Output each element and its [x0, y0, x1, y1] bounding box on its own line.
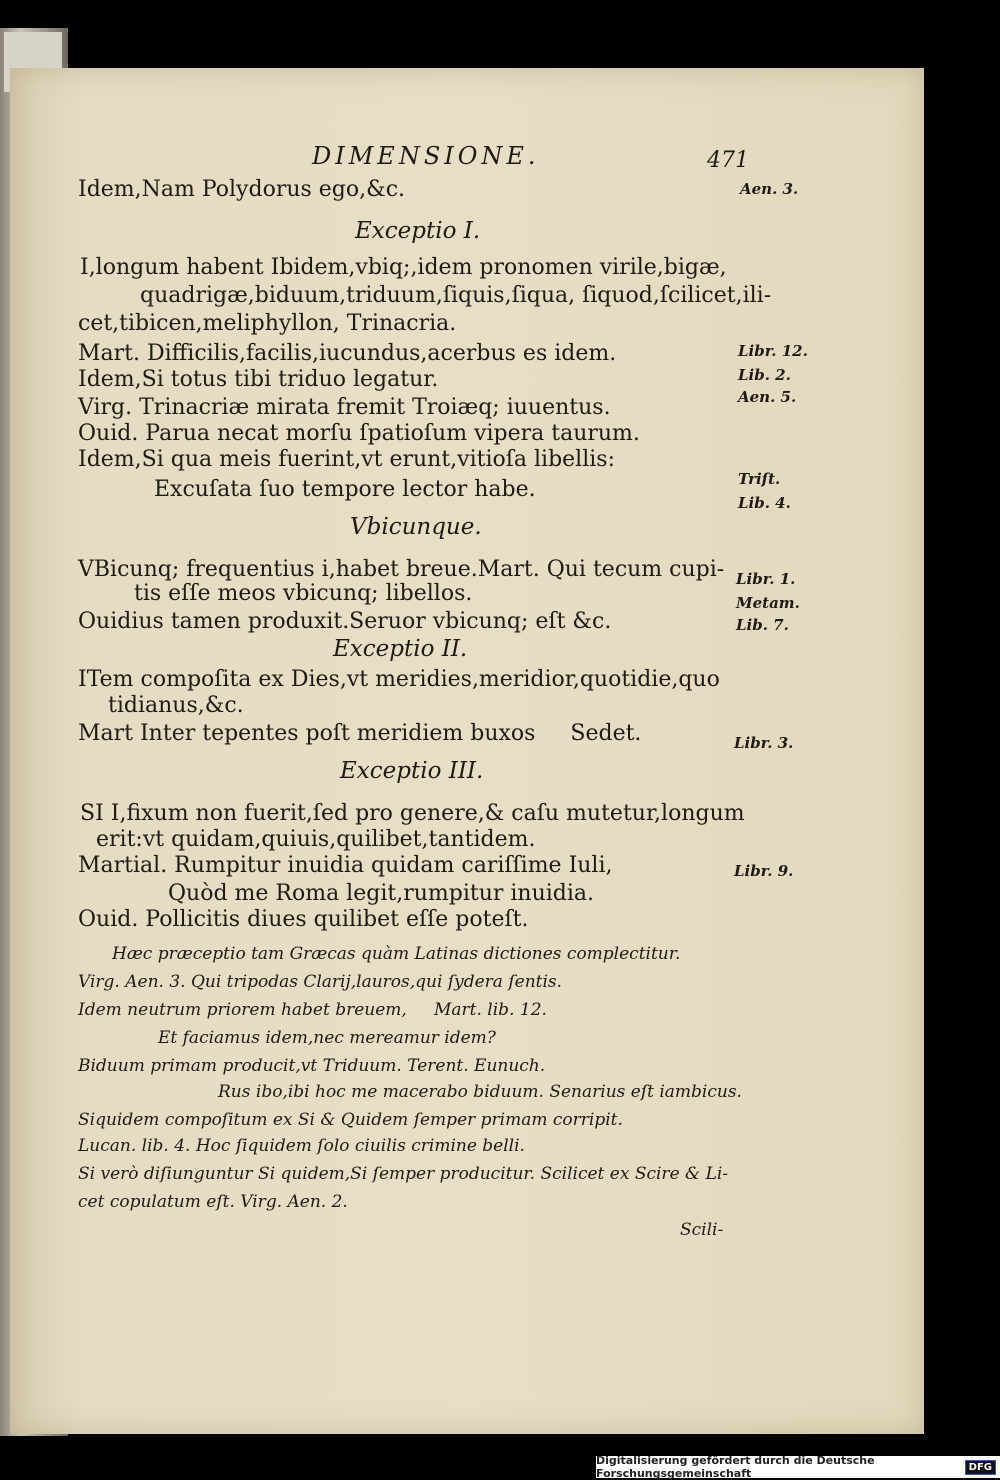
- running-title: DIMENSIONE.: [312, 142, 540, 170]
- text-line: tidianus,&c.: [108, 693, 244, 718]
- margin-note: Lib. 4.: [738, 494, 791, 512]
- margin-note: Lib. 2.: [738, 366, 791, 384]
- text-line: cet,tibicen,meliphyllon, Trinacria.: [78, 311, 457, 336]
- section-title: Exceptio III.: [340, 758, 484, 784]
- section-title: Vbicunque.: [350, 514, 482, 540]
- section-title: Exceptio II.: [333, 636, 468, 662]
- text-line: SI I,fixum non fuerit,ſed pro genere,& caſu mutetur,longum: [80, 801, 745, 826]
- note-line: cet copulatum eſt. Virg. Aen. 2.: [78, 1192, 348, 1212]
- note-line: Biduum primam producit,vt Triduum. Terent. Eunuch.: [78, 1056, 546, 1076]
- text-line: Quòd me Roma legit,rumpitur inuidia.: [168, 881, 595, 906]
- margin-note: Aen. 5.: [738, 388, 797, 406]
- margin-note: Triſt.: [738, 470, 781, 488]
- section-title: Exceptio I.: [355, 218, 481, 244]
- note-line: Hæc præceptio tam Græcas quàm Latinas dictiones complectitur.: [112, 944, 681, 964]
- note-line: Et faciamus idem,nec mereamur idem?: [158, 1028, 496, 1048]
- text-line: ITem compoſita ex Dies,vt meridies,meridior,quotidie,quo: [78, 667, 720, 692]
- text-line: erit:vt quidam,quiuis,quilibet,tantidem.: [96, 827, 536, 852]
- text-line: Ouid. Parua necat morſu ſpatioſum vipera taurum.: [78, 421, 640, 446]
- text-line: Idem,Nam Polydorus ego,&c.: [78, 177, 406, 202]
- margin-note: Metam.: [736, 594, 800, 612]
- text-line: Ouid. Pollicitis diues quilibet eſſe poteſt.: [78, 907, 529, 932]
- footer-credit: Digitalisierung gefördert durch die Deutsche Forschungsgemeinschaft: [596, 1454, 875, 1480]
- margin-note: Lib. 7.: [736, 616, 789, 634]
- text-line: Ouidius tamen produxit.Seruor vbicunq; eſt &c.: [78, 609, 612, 634]
- note-line: Si verò diſiunguntur Si quidem,Si ſemper producitur. Scilicet ex Scire & Li-: [78, 1164, 729, 1184]
- text-line: VBicunq; frequentius i,habet breue.Mart. Qui tecum cupi-: [78, 557, 725, 582]
- text-line: Idem,Si qua meis fuerint,vt erunt,vitioſa libellis:: [78, 447, 615, 472]
- dfg-logo: DFG: [965, 1460, 996, 1475]
- page-number: 471: [707, 148, 749, 173]
- text-line: Excuſata ſuo tempore lector habe.: [154, 477, 536, 502]
- margin-note: Libr. 9.: [734, 862, 794, 880]
- note-line: Siquidem compoſitum ex Si & Quidem ſemper primam corripit.: [78, 1110, 623, 1130]
- margin-note: Libr. 1.: [736, 570, 796, 588]
- text-line: Mart. Difficilis,facilis,iucundus,acerbus es idem.: [78, 341, 617, 366]
- note-line: Rus ibo,ibi hoc me macerabo biduum. Senarius eſt iambicus.: [218, 1082, 742, 1102]
- note-line: Virg. Aen. 3. Qui tripodas Clarij,lauros,qui ſydera ſentis.: [78, 972, 563, 992]
- margin-note: Libr. 12.: [738, 342, 808, 360]
- note-line: Lucan. lib. 4. Hoc ſiquidem ſolo ciuilis crimine belli.: [78, 1136, 525, 1156]
- note-line: Mart. lib. 12.: [434, 1000, 547, 1020]
- text-line: I,longum habent Ibidem,vbiq;,idem pronomen virile,bigæ,: [80, 255, 727, 280]
- text-line: Mart Inter tepentes poſt meridiem buxos Sedet.: [78, 721, 642, 746]
- text-line: quadrigæ,biduum,triduum,ſiquis,ſiqua, ſiquod,ſcilicet,ili-: [140, 283, 772, 308]
- digitization-footer: [596, 1456, 1000, 1478]
- margin-note: Libr. 3.: [734, 734, 794, 752]
- text-line: tis eſſe meos vbicunq; libellos.: [134, 581, 473, 606]
- note-line: Idem neutrum priorem habet breuem,: [78, 1000, 407, 1020]
- text-line: Martial. Rumpitur inuidia quidam cariſſime Iuli,: [78, 853, 613, 878]
- text-line: Idem,Si totus tibi triduo legatur.: [78, 367, 439, 392]
- catchword: Scili-: [680, 1220, 724, 1240]
- margin-note: Aen. 3.: [740, 180, 799, 198]
- text-line: Virg. Trinacriæ mirata fremit Troiæq; iuuentus.: [78, 395, 611, 420]
